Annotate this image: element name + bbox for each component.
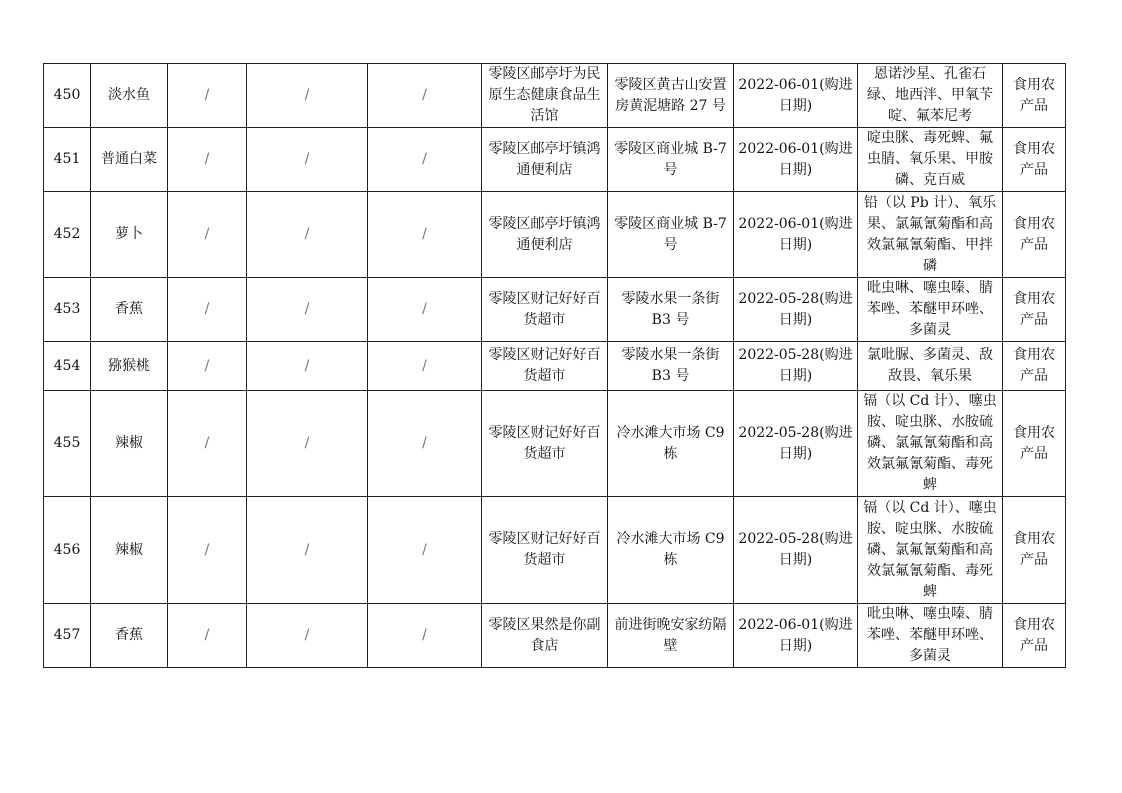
empty-cell: / — [247, 342, 368, 391]
empty-cell: / — [368, 278, 482, 342]
row-number-cell: 452 — [44, 192, 91, 278]
empty-cell: / — [368, 128, 482, 192]
unit-address-cell: 冷水滩大市场 C9 栋 — [608, 497, 734, 604]
test-items-cell: 恩诺沙星、孔雀石绿、地西泮、甲氧苄啶、氟苯尼考 — [858, 64, 1003, 128]
empty-cell: / — [247, 278, 368, 342]
empty-cell: / — [247, 128, 368, 192]
row-number-cell: 455 — [44, 391, 91, 497]
sample-name-cell: 普通白菜 — [91, 128, 168, 192]
row-number-cell: 451 — [44, 128, 91, 192]
sample-name-cell: 香蕉 — [91, 278, 168, 342]
empty-cell: / — [168, 64, 247, 128]
empty-cell: / — [247, 391, 368, 497]
category-cell: 食用农产品 — [1003, 604, 1066, 668]
category-cell: 食用农产品 — [1003, 497, 1066, 604]
category-cell: 食用农产品 — [1003, 192, 1066, 278]
sample-name-cell: 萝卜 — [91, 192, 168, 278]
sampling-results-table — [43, 63, 1066, 668]
empty-cell: / — [247, 604, 368, 668]
empty-cell: / — [168, 192, 247, 278]
table-row — [44, 342, 1066, 391]
table-row — [44, 64, 1066, 128]
sample-name-cell: 香蕉 — [91, 604, 168, 668]
table-row — [44, 497, 1066, 604]
table-row — [44, 278, 1066, 342]
date-cell: 2022-05-28(购进日期) — [734, 278, 858, 342]
sample-name-cell: 猕猴桃 — [91, 342, 168, 391]
unit-address-cell: 零陵区黄古山安置房黄泥塘路 27 号 — [608, 64, 734, 128]
sampled-unit-cell: 零陵区邮亭圩为民原生态健康食品生活馆 — [482, 64, 608, 128]
empty-cell: / — [168, 604, 247, 668]
sample-name-cell: 辣椒 — [91, 497, 168, 604]
sampled-unit-cell: 零陵区邮亭圩镇鸿通便利店 — [482, 192, 608, 278]
test-items-cell: 铅（以 Pb 计）、氧乐果、氯氟氰菊酯和高效氯氟氰菊酯、甲拌磷 — [858, 192, 1003, 278]
empty-cell: / — [368, 391, 482, 497]
sampled-unit-cell: 零陵区财记好好百货超市 — [482, 391, 608, 497]
empty-cell: / — [368, 497, 482, 604]
unit-address-cell: 零陵水果一条街 B3 号 — [608, 342, 734, 391]
test-items-cell: 镉（以 Cd 计）、噻虫胺、啶虫脒、水胺硫磷、氯氟氰菊酯和高效氯氟氰菊酯、毒死蜱 — [858, 497, 1003, 604]
empty-cell: / — [168, 391, 247, 497]
empty-cell: / — [368, 192, 482, 278]
sampled-unit-cell: 零陵区邮亭圩镇鸿通便利店 — [482, 128, 608, 192]
unit-address-cell: 零陵水果一条街 B3 号 — [608, 278, 734, 342]
row-number-cell: 454 — [44, 342, 91, 391]
date-cell: 2022-06-01(购进日期) — [734, 128, 858, 192]
table-row — [44, 604, 1066, 668]
sampled-unit-cell: 零陵区财记好好百货超市 — [482, 342, 608, 391]
test-items-cell: 吡虫啉、噻虫嗪、腈苯唑、苯醚甲环唑、多菌灵 — [858, 278, 1003, 342]
empty-cell: / — [368, 64, 482, 128]
date-cell: 2022-05-28(购进日期) — [734, 342, 858, 391]
test-items-cell: 氯吡脲、多菌灵、敌敌畏、氧乐果 — [858, 342, 1003, 391]
empty-cell: / — [247, 192, 368, 278]
row-number-cell: 456 — [44, 497, 91, 604]
test-items-cell: 啶虫脒、毒死蜱、氟虫腈、氧乐果、甲胺磷、克百威 — [858, 128, 1003, 192]
sampled-unit-cell: 零陵区果然是你副食店 — [482, 604, 608, 668]
unit-address-cell: 冷水滩大市场 C9 栋 — [608, 391, 734, 497]
sample-name-cell: 辣椒 — [91, 391, 168, 497]
date-cell: 2022-05-28(购进日期) — [734, 391, 858, 497]
date-cell: 2022-06-01(购进日期) — [734, 604, 858, 668]
empty-cell: / — [247, 64, 368, 128]
empty-cell: / — [368, 342, 482, 391]
row-number-cell: 450 — [44, 64, 91, 128]
category-cell: 食用农产品 — [1003, 391, 1066, 497]
empty-cell: / — [168, 497, 247, 604]
sampled-unit-cell: 零陵区财记好好百货超市 — [482, 278, 608, 342]
empty-cell: / — [368, 604, 482, 668]
test-items-cell: 镉（以 Cd 计）、噻虫胺、啶虫脒、水胺硫磷、氯氟氰菊酯和高效氯氟氰菊酯、毒死蜱 — [858, 391, 1003, 497]
category-cell: 食用农产品 — [1003, 64, 1066, 128]
empty-cell: / — [247, 497, 368, 604]
date-cell: 2022-06-01(购进日期) — [734, 64, 858, 128]
category-cell: 食用农产品 — [1003, 342, 1066, 391]
table-row — [44, 391, 1066, 497]
empty-cell: / — [168, 342, 247, 391]
table-row — [44, 192, 1066, 278]
unit-address-cell: 零陵区商业城 B-7 号 — [608, 128, 734, 192]
category-cell: 食用农产品 — [1003, 278, 1066, 342]
table-row — [44, 128, 1066, 192]
empty-cell: / — [168, 278, 247, 342]
category-cell: 食用农产品 — [1003, 128, 1066, 192]
date-cell: 2022-06-01(购进日期) — [734, 192, 858, 278]
unit-address-cell: 前进街晚安家纺隔壁 — [608, 604, 734, 668]
sample-name-cell: 淡水鱼 — [91, 64, 168, 128]
row-number-cell: 453 — [44, 278, 91, 342]
unit-address-cell: 零陵区商业城 B-7 号 — [608, 192, 734, 278]
empty-cell: / — [168, 128, 247, 192]
row-number-cell: 457 — [44, 604, 91, 668]
test-items-cell: 吡虫啉、噻虫嗪、腈苯唑、苯醚甲环唑、多菌灵 — [858, 604, 1003, 668]
date-cell: 2022-05-28(购进日期) — [734, 497, 858, 604]
sampled-unit-cell: 零陵区财记好好百货超市 — [482, 497, 608, 604]
